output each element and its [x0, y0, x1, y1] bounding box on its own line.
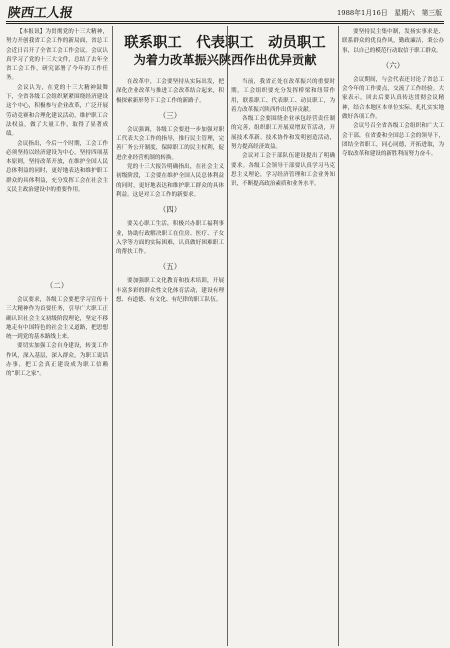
- paragraph: 在改革中，工会要坚持从实际出发，把深化企业改革与推进工会改革结合起来，积极探索新形势下工会工作的新路子。: [116, 79, 224, 104]
- section-mark: （二）: [45, 281, 69, 290]
- masthead: [6, 4, 444, 20]
- section-mark: （五）: [158, 262, 182, 272]
- paragraph: 要坚持民主集中制，发扬实事求是、联系群众的优良作风，勤政廉洁，秉公办事，以自己的模范行动取信于职工群众。: [342, 29, 444, 54]
- column-divider: [338, 26, 339, 646]
- article-column-4: [342, 28, 444, 642]
- section-mark: （三）: [158, 110, 182, 120]
- paragraph: 会议指出，今后一个时期，工会工作必须坚持以经济建设为中心，坚持四项基本原则，坚持改革开放，在维护全国人民总体利益的同时，更好地表达和维护职工群众的具体利益，充分发挥工会在社会主义民主政治建设中的重要作用。: [6, 140, 108, 194]
- paragraph: 要切实加强工会自身建设，转变工作作风，深入基层，深入群众，为职工说话办事，把工会真正建设成为职工信赖的“职工之家”。: [6, 343, 108, 378]
- section-mark: （六）: [381, 60, 405, 70]
- article-column-1-lower: [6, 276, 108, 642]
- article-column-2: [116, 78, 224, 642]
- paper-name: 陕西工人报: [6, 6, 74, 21]
- article-column-1: [6, 28, 108, 276]
- paragraph: 会议号召全省各级工会组织和广大工会干部，在省委和全国总工会的领导下，团结全省职工，同心同德，开拓进取，为夺取改革和建设的新胜利而努力奋斗。: [342, 123, 444, 158]
- paragraph: 会议期间，与会代表还讨论了省总工会今年的工作要点，交流了工作经验。大家表示，回去后要认真传达贯彻会议精神，结合本地区本单位实际，扎扎实实地做好各项工作。: [342, 76, 444, 121]
- paragraph: 会议对工会干部队伍建设提出了明确要求。各级工会领导干部要认真学习马克思主义理论，学习经济管理和工会业务知识，不断提高政治素质和业务水平。: [231, 153, 335, 188]
- masthead-rule-thin: [6, 23, 444, 24]
- paragraph: 要关心职工生活，积极兴办职工福利事业，协助行政解决职工在住房、医疗、子女入学等方面的实际困难，认真做好困难职工的帮扶工作。: [116, 221, 224, 256]
- column-divider: [227, 26, 228, 646]
- paragraph: 【本报讯】为贯彻党的十三大精神，努力开创我省工会工作的新局面，省总工会近日召开了全省工会工作会议。会议认真学习了党的十三大文件，总结了去年全省工会工作，研究部署了今年的工作任务。: [6, 29, 108, 82]
- paragraph: 会议要求，各级工会要把学习宣传十三大精神作为首要任务，引导广大职工正确认识社会主义初级阶段理论，坚定不移地走有中国特色的社会主义道路，把思想统一到党的基本路线上来。: [6, 297, 108, 341]
- dateline: 1988年1月16日 星期六 第三版: [336, 9, 442, 17]
- paragraph: 要加强职工文化教育和技术培训，开展丰富多彩的群众性文化体育活动，建设有理想、有道德、有文化、有纪律的职工队伍。: [116, 278, 224, 304]
- main-headline: [112, 34, 338, 69]
- paragraph: 会议强调，各级工会要进一步加强对职工代表大会工作的指导，推行民主管理，完善厂务公开制度，保障职工的民主权利，促进企业经营机制的转换。: [116, 126, 224, 161]
- article-column-3: [231, 78, 335, 642]
- masthead-rule: [6, 21, 444, 22]
- paragraph: 党的十三大报告明确指出，在社会主义初级阶段，工会要在维护全国人民总体利益的同时，更好地表达和维护职工群众的具体利益。这是对工会工作的新要求。: [116, 164, 224, 198]
- paragraph: 各级工会要围绕企业承包经营责任制的完善，组织职工开展双增双节活动，开展技术革新、技术协作和发明创造活动，努力提高经济效益。: [231, 116, 335, 151]
- paragraph: 当前，我省正处在改革振兴的重要时期，工会组织要充分发挥桥梁和纽带作用，联系职工、代表职工、动员职工，为着力改革振兴陕西作出优异贡献。: [231, 79, 335, 113]
- headline-line-2: 为着力改革振兴陕西作出优异贡献: [133, 53, 317, 67]
- headline-line-1: 联系职工 代表职工 动员职工: [124, 35, 326, 51]
- section-mark: （四）: [158, 205, 182, 215]
- column-divider: [112, 26, 113, 646]
- paragraph: 会议认为，在党的十三大精神鼓舞下，全省各级工会组织紧紧围绕经济建设这个中心，积极参与企业改革，广泛开展劳动竞赛和合理化建议活动，维护职工合法权益，做了大量工作，取得了显著成绩。: [6, 84, 108, 138]
